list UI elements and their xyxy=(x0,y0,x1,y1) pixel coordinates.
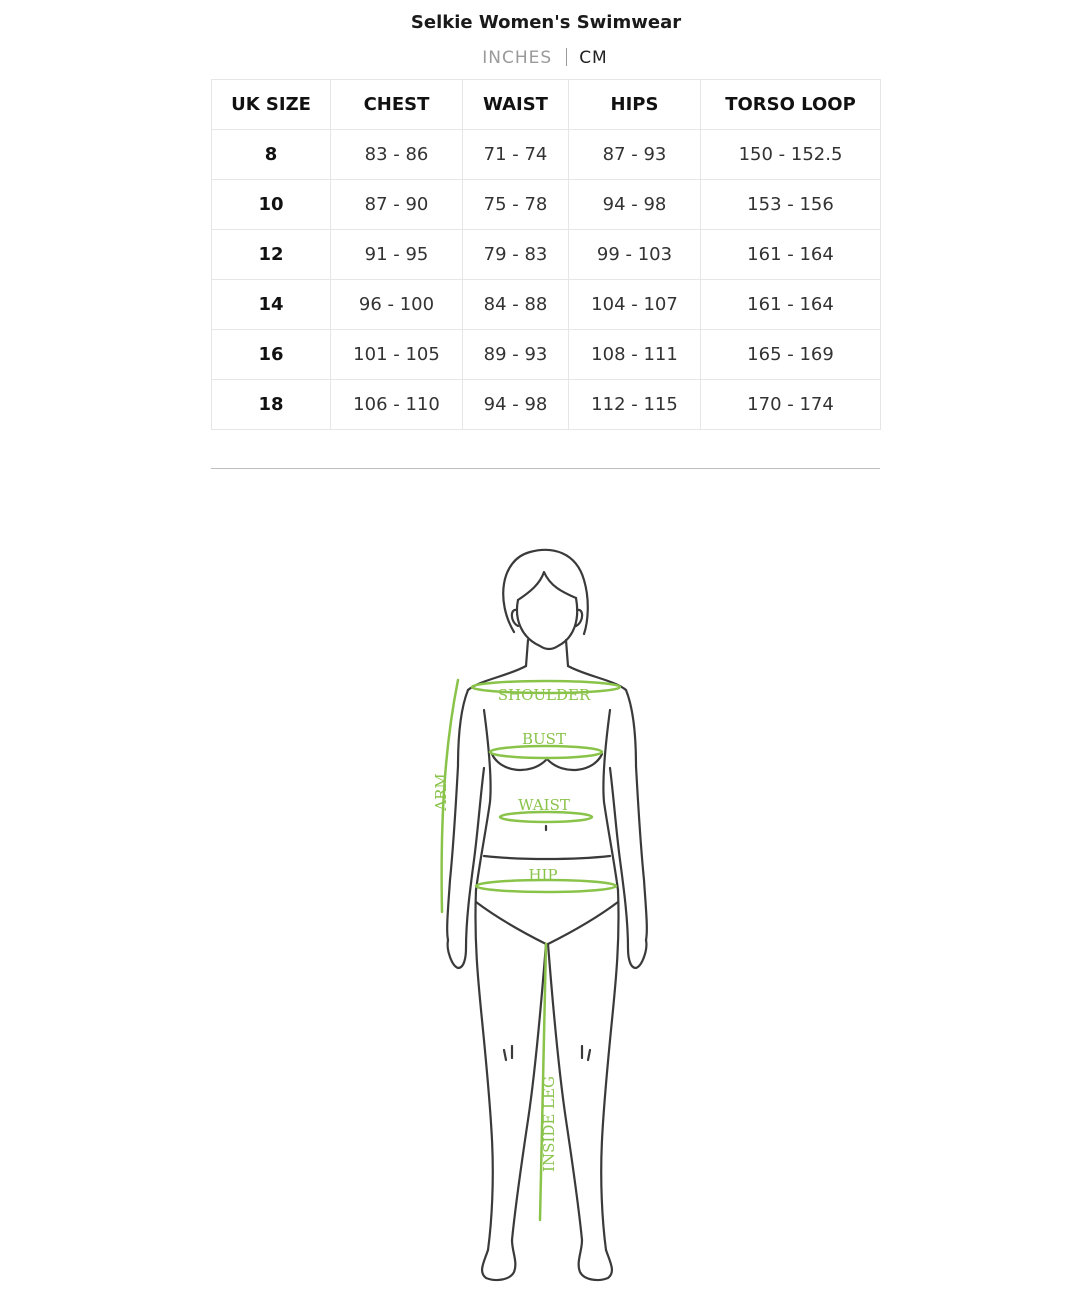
arm-label: ARM xyxy=(432,773,450,811)
section-divider xyxy=(211,468,880,469)
torso-loop-cell: 170 - 174 xyxy=(701,380,881,430)
column-header-waist: WAIST xyxy=(463,80,569,130)
table-row xyxy=(212,380,881,430)
chest-cell: 83 - 86 xyxy=(331,130,463,180)
unit-option-cm[interactable]: CM xyxy=(579,48,608,68)
body-measurement-diagram xyxy=(400,540,700,1290)
hips-cell: 112 - 115 xyxy=(569,380,701,430)
hips-cell: 87 - 93 xyxy=(569,130,701,180)
torso-loop-cell: 153 - 156 xyxy=(701,180,881,230)
chest-cell: 96 - 100 xyxy=(331,280,463,330)
table-row xyxy=(212,130,881,180)
chest-cell: 106 - 110 xyxy=(331,380,463,430)
chest-cell: 101 - 105 xyxy=(331,330,463,380)
shoulder-label: SHOULDER xyxy=(497,686,591,704)
page-title: Selkie Women's Swimwear xyxy=(410,12,682,33)
chest-cell: 91 - 95 xyxy=(331,230,463,280)
hips-cell: 94 - 98 xyxy=(569,180,701,230)
size-cell: 16 xyxy=(212,330,331,380)
waist-cell: 71 - 74 xyxy=(463,130,569,180)
body-figure-svg xyxy=(400,540,700,1290)
torso-loop-cell: 165 - 169 xyxy=(701,330,881,380)
torso-loop-cell: 161 - 164 xyxy=(701,230,881,280)
table-row xyxy=(212,280,881,330)
chest-cell: 87 - 90 xyxy=(331,180,463,230)
size-cell: 18 xyxy=(212,380,331,430)
column-header-chest: CHEST xyxy=(331,80,463,130)
size-cell: 14 xyxy=(212,280,331,330)
column-header-torso-loop: TORSO LOOP xyxy=(701,80,881,130)
torso-loop-cell: 161 - 164 xyxy=(701,280,881,330)
torso-loop-cell: 150 - 152.5 xyxy=(701,130,881,180)
bust-label: BUST xyxy=(522,730,566,748)
table-row xyxy=(212,330,881,380)
column-header-uk-size: UK SIZE xyxy=(212,80,331,130)
waist-cell: 84 - 88 xyxy=(463,280,569,330)
unit-separator xyxy=(566,48,567,66)
hips-cell: 99 - 103 xyxy=(569,230,701,280)
unit-option-inches[interactable]: INCHES xyxy=(482,48,553,68)
size-cell: 8 xyxy=(212,130,331,180)
waist-cell: 89 - 93 xyxy=(463,330,569,380)
waist-cell: 79 - 83 xyxy=(463,230,569,280)
waist-label: WAIST xyxy=(518,796,570,814)
size-cell: 10 xyxy=(212,180,331,230)
unit-toggle xyxy=(0,48,1080,68)
waist-cell: 94 - 98 xyxy=(463,380,569,430)
table-row xyxy=(212,230,881,280)
size-cell: 12 xyxy=(212,230,331,280)
size-chart-table xyxy=(211,79,881,430)
table-row xyxy=(212,180,881,230)
table-header-row xyxy=(212,80,881,130)
inside-leg-label: INSIDE LEG xyxy=(540,1076,558,1172)
waist-cell: 75 - 78 xyxy=(463,180,569,230)
hips-cell: 108 - 111 xyxy=(569,330,701,380)
hip-label: HIP xyxy=(528,866,558,884)
hips-cell: 104 - 107 xyxy=(569,280,701,330)
column-header-hips: HIPS xyxy=(569,80,701,130)
measurement-lines xyxy=(442,680,620,1220)
